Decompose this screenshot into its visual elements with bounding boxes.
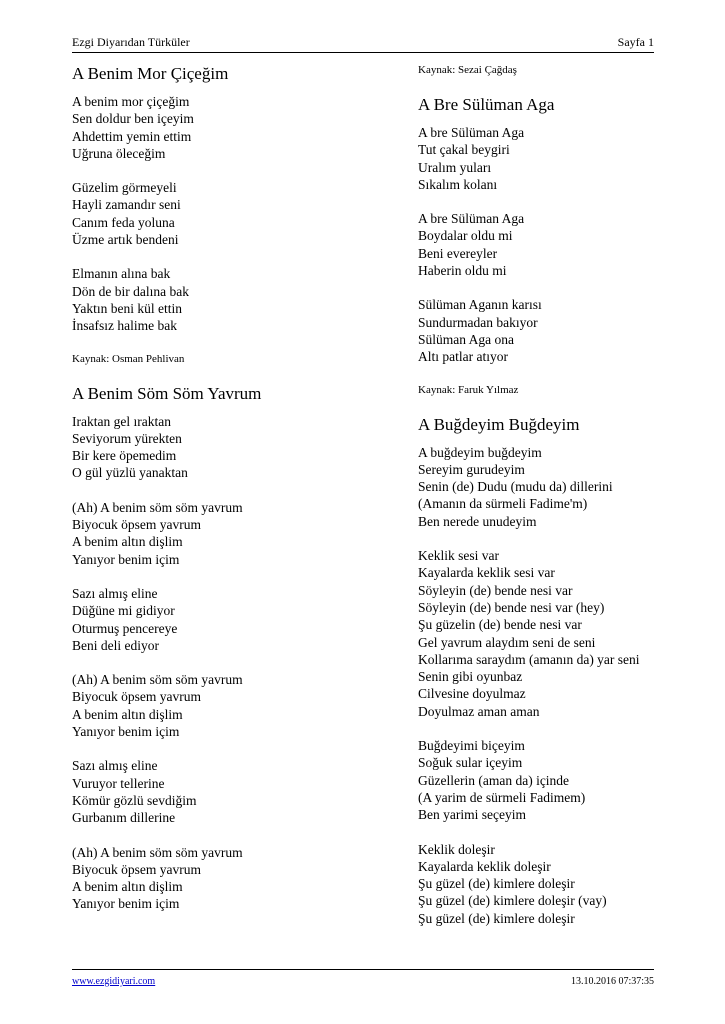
lyric-line: Elmanın alına bak <box>72 266 171 282</box>
lyric-line: (Ah) A benim söm söm yavrum <box>72 672 243 688</box>
lyric-line: Yanıyor benim içim <box>72 724 180 740</box>
lyric-line: Kömür gözlü sevdiğim <box>72 792 197 808</box>
lyric-line: Soğuk sular içeyim <box>418 755 523 771</box>
lyric-line: Düğüne mi gidiyor <box>72 603 175 619</box>
lyric-line: A benim mor çiçeğim <box>72 94 190 109</box>
site-title: Ezgi Diyarıdan Türküler <box>72 35 190 49</box>
lyric-line: Ben yarimi seçeyim <box>418 807 526 823</box>
lyric-line: Beni evereyler <box>418 245 498 261</box>
lyric-line: A benim altın dişlim <box>72 879 183 895</box>
right-column <box>418 63 668 944</box>
timestamp: 13.10.2016 07:37:35 <box>570 976 654 987</box>
lyric-line: Söyleyin (de) bende nesi var <box>418 582 573 598</box>
lyric-line: O gül yüzlü yanaktan <box>72 465 188 481</box>
song-title: A Benim Söm Söm Yavrum <box>72 383 262 403</box>
source-credit: Kaynak: Sezai Çağdaş <box>418 64 517 76</box>
lyric-line: Uğruna öleceğim <box>72 145 166 161</box>
lyric-line: Hayli zamandır seni <box>72 197 181 213</box>
lyric-line: Söyleyin (de) bende nesi var (hey) <box>418 599 605 615</box>
stanza <box>418 296 668 365</box>
lyric-line: Sazı almış eline <box>72 585 158 601</box>
lyric-line: Haberin oldu mi <box>418 263 507 279</box>
lyric-line: A benim altın dişlim <box>72 534 183 550</box>
lyric-line: Beni deli ediyor <box>72 637 159 653</box>
lyric-line: Sereyim gurudeyim <box>418 461 525 477</box>
lyric-line: Sıkalım kolanı <box>418 176 498 192</box>
stanza <box>72 179 392 248</box>
lyric-line: Buğdeyimi biçeyim <box>418 738 525 754</box>
lyric-line: Doyulmaz aman aman <box>418 703 540 719</box>
lyric-line: (A yarim de sürmeli Fadimem) <box>418 789 586 805</box>
lyric-line: Üzme artık bendeni <box>72 232 179 248</box>
lyric-line: Bir kere öpemedim <box>72 448 177 464</box>
source-credit: Kaynak: Osman Pehlivan <box>72 352 185 365</box>
song-title: A Bre Sülüman Aga <box>418 95 555 114</box>
lyric-line: Iraktan gel ıraktan <box>72 413 171 429</box>
lyric-line: Biyocuk öpsem yavrum <box>72 517 201 533</box>
lyric-line: Şu güzel (de) kimlere doleşir <box>418 910 575 926</box>
lyric-line: Sazı almış eline <box>72 758 158 774</box>
lyric-line: Biyocuk öpsem yavrum <box>72 861 201 877</box>
lyric-line: Gel yavrum alaydım seni de seni <box>418 634 596 650</box>
page-footer <box>72 969 654 987</box>
lyric-line: Kayalarda keklik sesi var <box>418 565 555 581</box>
lyric-line: Canım feda yoluna <box>72 214 175 230</box>
source-credit: Kaynak: Faruk Yılmaz <box>418 383 519 396</box>
stanza <box>72 757 392 826</box>
lyric-line: A buğdeyim buğdeyim <box>418 444 542 460</box>
page-header <box>72 33 654 53</box>
lyric-line: Sülüman Aga ona <box>418 331 514 347</box>
lyric-line: Keklik sesi var <box>418 548 499 564</box>
lyric-line: Boydalar oldu mi <box>418 228 513 244</box>
lyric-line: A bre Sülüman Aga <box>418 211 525 227</box>
lyric-line: Oturmuş pencereye <box>72 620 178 636</box>
stanza <box>72 585 392 654</box>
lyric-line: Şu güzel (de) kimlere doleşir <box>418 876 575 892</box>
lyric-line: Ahdettim yemin ettim <box>72 128 192 144</box>
lyric-line: Gurbanım dillerine <box>72 810 176 826</box>
lyric-line: Seviyorum yürekten <box>72 430 182 446</box>
stanza <box>72 93 392 162</box>
stanza <box>72 265 392 334</box>
stanza <box>418 210 668 279</box>
lyric-line: Senin gibi oyunbaz <box>418 669 523 685</box>
lyric-line: (Ah) A benim söm söm yavrum <box>72 499 243 515</box>
lyric-line: Güzellerin (aman da) içinde <box>418 772 570 788</box>
lyric-line: Şu güzelin (de) bende nesi var <box>418 617 582 633</box>
stanza <box>418 444 668 530</box>
stanza <box>418 841 668 927</box>
lyric-line: Keklik doleşir <box>418 841 495 857</box>
left-column <box>72 63 392 930</box>
lyric-line: Kayalarda keklik doleşir <box>418 858 551 874</box>
lyric-line: Sülüman Aganın karısı <box>418 297 542 313</box>
lyric-line: (Amanın da sürmeli Fadime'm) <box>418 496 588 512</box>
stanza <box>72 844 392 913</box>
website-link[interactable]: www.ezgidiyari.com <box>72 976 156 987</box>
lyric-line: Güzelim görmeyeli <box>72 180 177 196</box>
page-number: Sayfa 1 <box>617 35 654 49</box>
lyric-line: Sen doldur ben içeyim <box>72 111 194 127</box>
lyric-line: Dön de bir dalına bak <box>72 283 189 299</box>
lyric-line: (Ah) A benim söm söm yavrum <box>72 844 243 860</box>
lyric-line: Yaktın beni kül ettin <box>72 300 183 316</box>
lyric-line: Uralım yuları <box>418 159 492 175</box>
lyric-line: Vuruyor tellerine <box>72 775 165 791</box>
stanza <box>418 547 668 720</box>
lyric-line: Altı patlar atıyor <box>418 349 508 365</box>
lyric-line: Biyocuk öpsem yavrum <box>72 689 201 705</box>
lyric-line: A benim altın dişlim <box>72 706 183 722</box>
lyric-line: A bre Sülüman Aga <box>418 125 525 140</box>
lyric-line: Şu güzel (de) kimlere doleşir (vay) <box>418 893 607 909</box>
stanza <box>418 737 668 823</box>
lyric-line: Senin (de) Dudu (mudu da) dillerini <box>418 479 613 495</box>
lyric-line: Tut çakal beygiri <box>418 142 510 158</box>
lyric-line: Ben nerede unudeyim <box>418 513 537 529</box>
lyric-line: İnsafsız halime bak <box>72 318 177 334</box>
stanza <box>72 671 392 740</box>
stanza <box>72 499 392 568</box>
lyric-line: Cilvesine doyulmaz <box>418 686 526 702</box>
song-title: A Benim Mor Çiçeğim <box>72 64 229 83</box>
lyric-line: Yanıyor benim içim <box>72 551 180 567</box>
lyric-line: Kollarıma saraydım (amanın da) yar seni <box>418 651 640 667</box>
lyric-line: Yanıyor benim içim <box>72 896 180 912</box>
stanza <box>418 124 668 193</box>
lyric-line: Sundurmadan bakıyor <box>418 314 538 330</box>
song-title: A Buğdeyim Buğdeyim <box>418 414 580 434</box>
stanza <box>72 413 392 482</box>
